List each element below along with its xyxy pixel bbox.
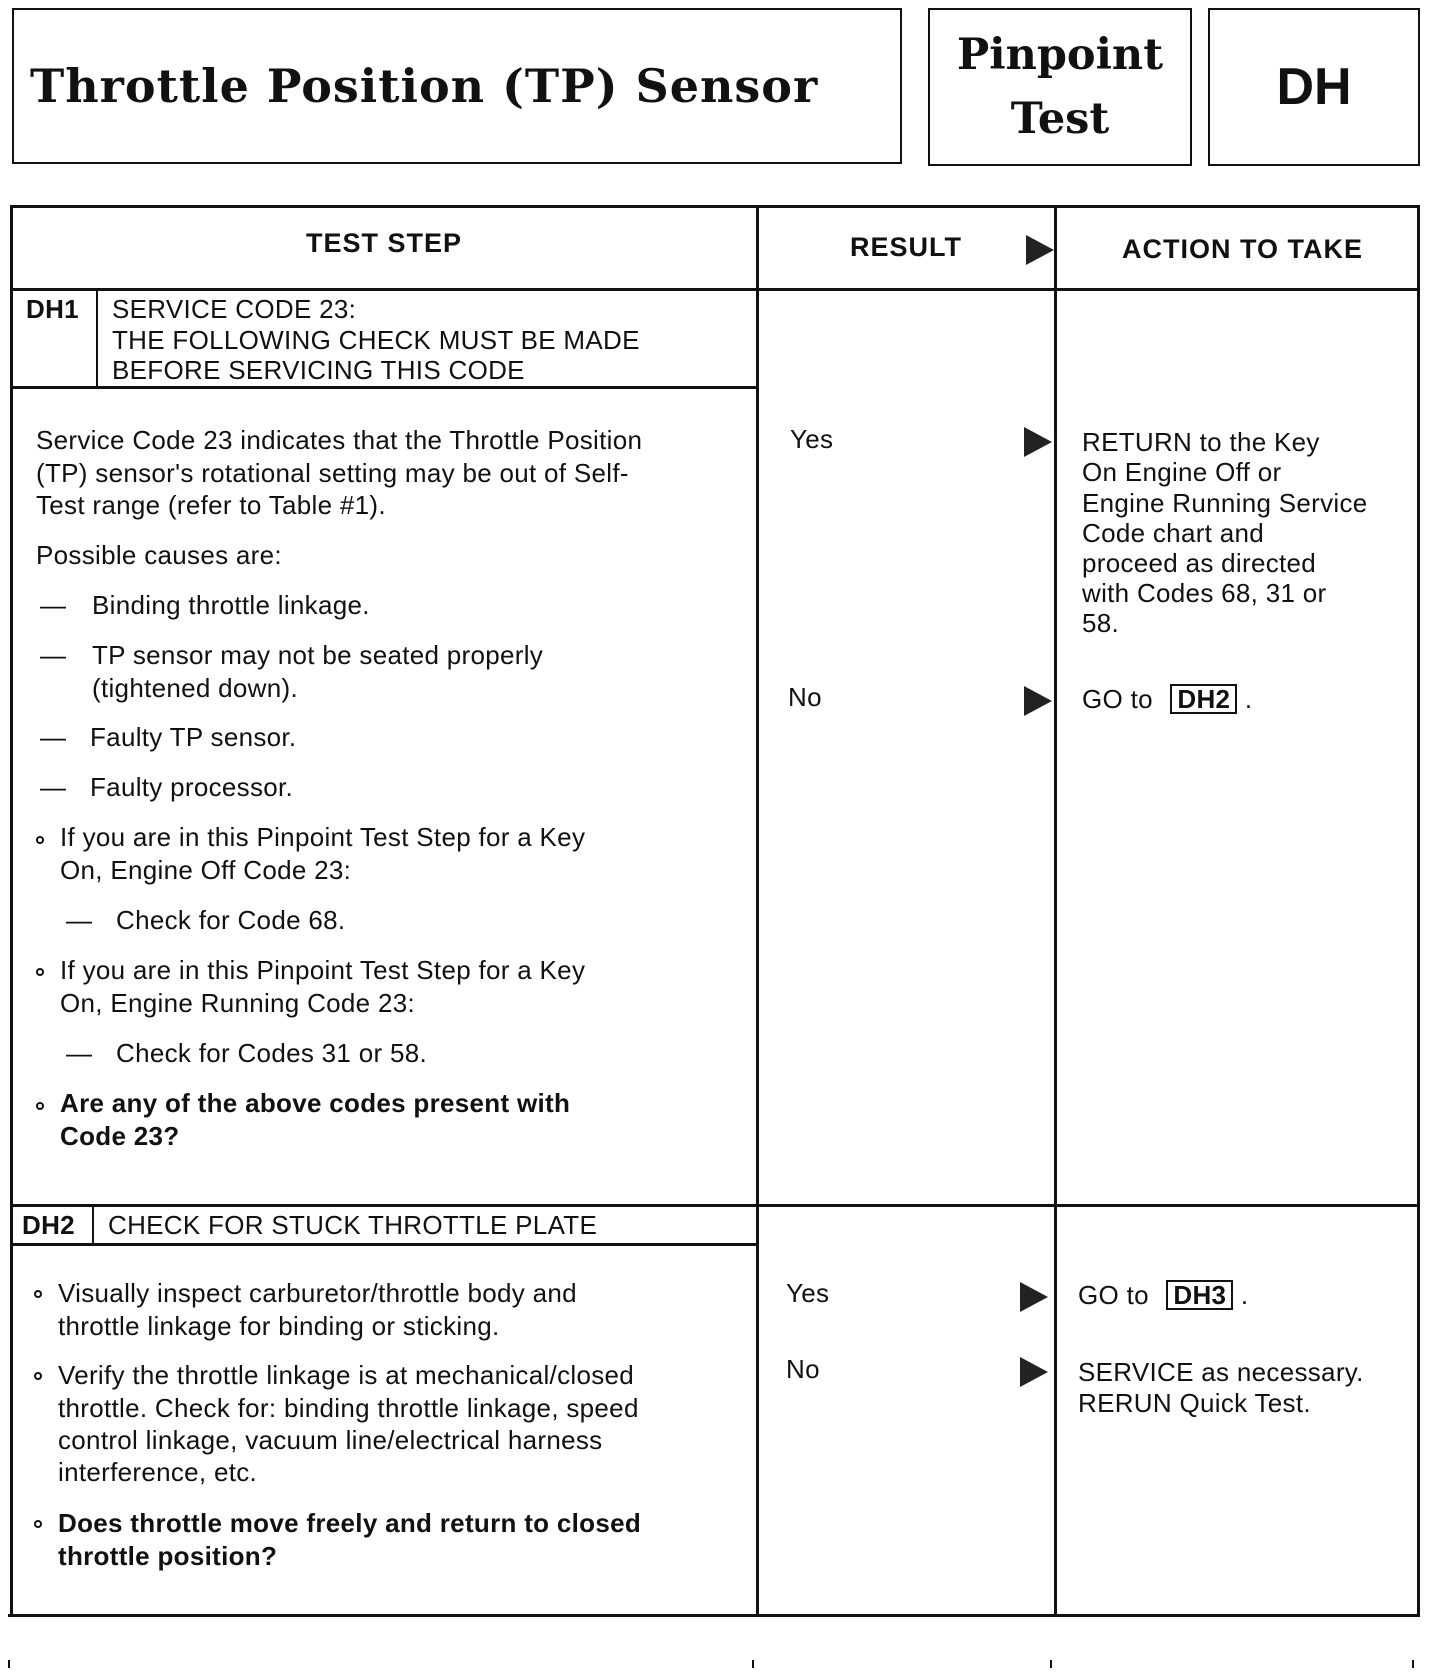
action-prefix: GO to <box>1078 1280 1149 1310</box>
action-text: with Codes 68, 31 or <box>1082 578 1327 608</box>
sub-item: Check for Code 68. <box>116 905 346 935</box>
cause-item: (tightened down). <box>92 673 299 703</box>
action-prefix: GO to <box>1082 684 1153 714</box>
dh1-paragraph: (TP) sensor's rotational setting may be out of Self- <box>36 458 629 488</box>
action-text: On Engine Off or <box>1082 457 1282 487</box>
dh1-paragraph: Service Code 23 indicates that the Throttle Position <box>36 425 643 455</box>
col-header-action: ACTION TO TAKE <box>1122 234 1363 264</box>
col-divider-2 <box>1054 205 1057 1615</box>
dh2-heading: CHECK FOR STUCK THROTTLE PLATE <box>108 1210 598 1240</box>
action-suffix: . <box>1244 684 1253 714</box>
pinpoint-test-box <box>928 8 1192 166</box>
bullet-text: throttle. Check for: binding throttle linkage, speed <box>58 1393 639 1423</box>
question-text: Are any of the above codes present with <box>60 1088 571 1118</box>
bullet-text: control linkage, vacuum line/electrical harness <box>58 1425 603 1455</box>
bullet-text: Visually inspect carburetor/throttle body and <box>58 1278 577 1308</box>
pinpoint-label: Pinpoint <box>956 30 1164 80</box>
bullet-icon <box>36 1102 44 1110</box>
step-label-dh2: DH2 <box>22 1210 75 1240</box>
causes-intro: Possible causes are: <box>36 540 282 570</box>
sub-item: Check for Codes 31 or 58. <box>116 1038 427 1068</box>
dash: — <box>40 640 67 670</box>
action-go-to <box>1082 684 1252 715</box>
result-yes: Yes <box>790 424 834 454</box>
bullet-text: If you are in this Pinpoint Test Step for a Key <box>60 955 586 985</box>
header-row-divider <box>10 288 1420 291</box>
result-arrow-icon <box>1026 235 1054 265</box>
question-text: Does throttle move freely and return to closed <box>58 1508 642 1538</box>
bullet-text: throttle linkage for binding or sticking. <box>58 1311 500 1341</box>
action-text: Code chart and <box>1082 518 1264 548</box>
crop-mark <box>1412 1660 1414 1668</box>
action-suffix: . <box>1240 1280 1249 1310</box>
dh1-label-divider <box>96 288 98 388</box>
crop-mark <box>8 1660 10 1668</box>
test-label: Test <box>1010 94 1110 144</box>
table-top-border <box>10 205 1420 208</box>
bullet-text: If you are in this Pinpoint Test Step for a Key <box>60 822 586 852</box>
bullet-icon <box>34 1372 42 1380</box>
action-text: Engine Running Service <box>1082 488 1368 518</box>
cause-item: Binding throttle linkage. <box>92 590 370 620</box>
result-no: No <box>788 682 822 712</box>
cause-item: Faulty processor. <box>90 772 294 802</box>
page-title: Throttle Position (TP) Sensor <box>30 59 819 113</box>
table-bottom-border <box>8 1614 1420 1617</box>
bullet-text: On, Engine Off Code 23: <box>60 855 352 885</box>
arrow-icon <box>1024 427 1052 457</box>
dh2-heading-bottom <box>10 1243 758 1246</box>
bullet-icon <box>36 968 44 976</box>
arrow-icon <box>1024 686 1052 716</box>
dash: — <box>40 590 67 620</box>
col-header-result: RESULT <box>850 232 962 262</box>
title-box <box>12 8 902 164</box>
bullet-icon <box>34 1290 42 1298</box>
bullet-text: interference, etc. <box>58 1457 258 1487</box>
question-text: Code 23? <box>60 1121 180 1151</box>
dash: — <box>40 772 67 802</box>
bullet-text: Verify the throttle linkage is at mechanical/closed <box>58 1360 635 1390</box>
arrow-icon <box>1020 1282 1048 1312</box>
cause-item: TP sensor may not be seated properly <box>92 640 544 670</box>
table-left-border <box>10 205 13 1617</box>
bullet-icon <box>36 836 44 844</box>
arrow-icon <box>1020 1357 1048 1387</box>
action-text: SERVICE as necessary. <box>1078 1357 1364 1387</box>
action-text: 58. <box>1082 608 1120 638</box>
dh1-heading-bottom <box>10 386 758 389</box>
col-header-test-step: TEST STEP <box>306 228 463 258</box>
step-ref-dh3[interactable]: DH3 <box>1166 1280 1233 1310</box>
dh1-heading: THE FOLLOWING CHECK MUST BE MADE <box>112 325 640 355</box>
dh1-heading: BEFORE SERVICING THIS CODE <box>112 355 525 385</box>
result-no: No <box>786 1354 820 1384</box>
bullet-text: On, Engine Running Code 23: <box>60 988 416 1018</box>
action-text: RETURN to the Key <box>1082 427 1320 457</box>
test-code-box <box>1208 8 1420 166</box>
cause-item: Faulty TP sensor. <box>90 722 297 752</box>
test-code: DH <box>1276 58 1352 116</box>
dash: — <box>40 722 67 752</box>
dh1-paragraph: Test range (refer to Table #1). <box>36 490 386 520</box>
crop-mark <box>752 1660 754 1668</box>
action-go-to <box>1078 1280 1248 1311</box>
dash: — <box>66 905 93 935</box>
dash: — <box>66 1038 93 1068</box>
col-divider-1 <box>756 205 759 1615</box>
crop-mark <box>1050 1660 1052 1668</box>
dh2-top-divider <box>10 1204 1420 1207</box>
question-text: throttle position? <box>58 1541 278 1571</box>
result-yes: Yes <box>786 1278 830 1308</box>
action-text: RERUN Quick Test. <box>1078 1388 1311 1418</box>
dh1-heading: SERVICE CODE 23: <box>112 294 357 324</box>
step-ref-dh2[interactable]: DH2 <box>1170 684 1237 714</box>
bullet-icon <box>34 1520 42 1528</box>
dh2-label-divider <box>92 1204 94 1244</box>
step-label-dh1: DH1 <box>26 294 79 324</box>
table-right-border <box>1417 205 1420 1617</box>
action-text: proceed as directed <box>1082 548 1317 578</box>
